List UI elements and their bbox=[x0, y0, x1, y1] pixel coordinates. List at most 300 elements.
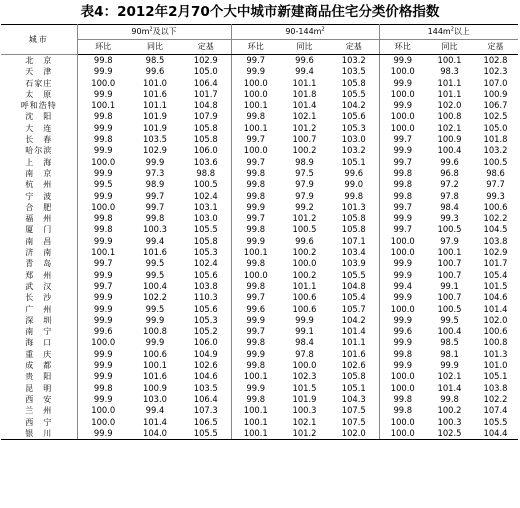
mom-cell: 99.9 bbox=[231, 315, 280, 326]
mom-cell: 99.8 bbox=[77, 213, 129, 224]
mom-cell: 99.7 bbox=[231, 55, 280, 67]
city-cell: 厦 门 bbox=[1, 224, 77, 235]
base-cell: 106.4 bbox=[193, 77, 218, 88]
group-header-large: $144m^2$以上 bbox=[379, 25, 518, 40]
base-cell: 104.8 bbox=[341, 280, 366, 291]
yoy-cell: 101.4 bbox=[437, 382, 462, 393]
yoy-cell: 101.1 bbox=[143, 100, 167, 111]
base-cell: 101.8 bbox=[483, 134, 508, 145]
table-title: 表4：2012年2月70个大中城市新建商品住宅分类价格指数 bbox=[80, 4, 440, 20]
base-cell: 103.6 bbox=[193, 156, 218, 167]
city-cell: 哈尔滨 bbox=[1, 145, 77, 156]
base-cell: 107.5 bbox=[341, 416, 366, 427]
base-cell: 100.5 bbox=[193, 179, 218, 190]
mom-cell: 99.8 bbox=[77, 111, 129, 122]
base-cell: 103.2 bbox=[341, 145, 366, 156]
yoy-cell: 99.7 bbox=[145, 201, 165, 212]
city-cell: 大 连 bbox=[1, 123, 77, 134]
yoy-cell: 99.9 bbox=[440, 360, 459, 371]
yoy-cell: 100.1 bbox=[143, 360, 167, 371]
mom-cell: 100.0 bbox=[379, 89, 426, 100]
base-cell: 105.8 bbox=[341, 224, 366, 235]
mom-cell: 99.6 bbox=[77, 326, 129, 337]
base-cell: 106.7 bbox=[483, 100, 508, 111]
base-cell: 105.8 bbox=[341, 213, 366, 224]
city-cell: 南 昌 bbox=[1, 236, 77, 247]
yoy-cell: 100.8 bbox=[143, 326, 167, 337]
yoy-cell: 98.9 bbox=[145, 179, 165, 190]
yoy-cell: 99.4 bbox=[145, 235, 165, 246]
mom-cell: 99.9 bbox=[379, 270, 426, 281]
mom-cell: 99.9 bbox=[231, 349, 280, 360]
city-cell: 杭 州 bbox=[1, 179, 77, 190]
mom-cell: 100.0 bbox=[379, 428, 426, 440]
base-cell: 103.4 bbox=[341, 247, 366, 258]
mom-cell: 100.0 bbox=[379, 371, 426, 382]
base-cell: 101.5 bbox=[483, 280, 508, 291]
base-cell: 105.6 bbox=[193, 269, 218, 280]
city-cell: 济 南 bbox=[1, 247, 77, 258]
yoy-cell: 102.1 bbox=[437, 371, 462, 382]
mom-cell: 99.9 bbox=[379, 292, 426, 303]
yoy-cell: 99.6 bbox=[295, 55, 314, 65]
yoy-cell: 99.1 bbox=[295, 326, 314, 337]
mom-cell: 99.8 bbox=[231, 360, 280, 371]
mom-cell: 99.9 bbox=[379, 55, 426, 67]
base-cell: 105.4 bbox=[483, 269, 508, 280]
city-cell: 西 宁 bbox=[1, 417, 77, 428]
base-cell: 102.9 bbox=[483, 247, 508, 258]
base-cell: 105.4 bbox=[341, 292, 366, 303]
yoy-cell: 97.2 bbox=[440, 179, 459, 190]
yoy-cell: 100.2 bbox=[292, 269, 317, 280]
yoy-cell: 97.3 bbox=[145, 167, 165, 178]
base-cell: 105.8 bbox=[341, 371, 366, 382]
yoy-cell: 99.4 bbox=[145, 405, 165, 416]
base-cell: 103.9 bbox=[341, 258, 366, 269]
mom-cell: 99.7 bbox=[231, 157, 280, 168]
yoy-cell: 100.9 bbox=[437, 134, 462, 145]
base-cell: 106.0 bbox=[193, 337, 218, 348]
yoy-cell: 101.9 bbox=[143, 122, 167, 133]
mom-cell: 99.8 bbox=[379, 405, 426, 416]
mom-cell: 99.6 bbox=[231, 304, 280, 315]
mom-cell: 100.0 bbox=[379, 66, 426, 77]
base-cell: 107.1 bbox=[341, 235, 366, 246]
yoy-cell: 99.4 bbox=[295, 66, 314, 77]
yoy-cell: 99.6 bbox=[295, 235, 314, 246]
yoy-cell: 102.2 bbox=[143, 292, 167, 303]
mom-cell: 100.0 bbox=[379, 236, 426, 247]
city-cell: 南 京 bbox=[1, 168, 77, 179]
city-cell: 北 京 bbox=[1, 55, 77, 67]
table-row bbox=[1, 213, 518, 224]
city-cell: 宁 波 bbox=[1, 191, 77, 202]
base-cell: 101.1 bbox=[341, 337, 366, 348]
mom-cell: 99.9 bbox=[379, 100, 426, 111]
base-cell: 101.0 bbox=[483, 360, 508, 371]
yoy-cell: 98.9 bbox=[295, 156, 314, 167]
yoy-cell: 103.5 bbox=[143, 134, 167, 145]
mom-cell: 99.9 bbox=[379, 360, 426, 371]
mom-cell: 99.9 bbox=[379, 213, 426, 224]
city-cell: 银 川 bbox=[1, 428, 77, 440]
base-cell: 105.5 bbox=[193, 224, 218, 235]
base-cell: 104.3 bbox=[341, 393, 366, 404]
mom-cell: 100.1 bbox=[231, 371, 280, 382]
base-cell: 100.8 bbox=[483, 337, 508, 348]
yoy-cell: 104.0 bbox=[129, 428, 181, 440]
yoy-cell: 99.8 bbox=[145, 213, 165, 224]
base-cell: 98.6 bbox=[486, 167, 505, 178]
city-cell: 沈 阳 bbox=[1, 111, 77, 122]
yoy-cell: 101.2 bbox=[280, 428, 329, 440]
yoy-cell: 99.9 bbox=[145, 337, 165, 348]
mom-cell: 99.8 bbox=[379, 179, 426, 190]
yoy-cell: 100.5 bbox=[437, 303, 462, 314]
yoy-cell: 102.5 bbox=[426, 428, 473, 440]
base-cell: 102.0 bbox=[329, 428, 379, 440]
mom-cell: 100.0 bbox=[77, 157, 129, 168]
base-cell: 105.8 bbox=[193, 122, 218, 133]
yoy-cell: 98.3 bbox=[440, 66, 459, 77]
yoy-cell: 97.9 bbox=[295, 190, 314, 201]
base-cell: 99.8 bbox=[344, 190, 364, 201]
table-row bbox=[1, 428, 518, 440]
subcol-header-yoy: 同比 bbox=[280, 40, 329, 55]
base-cell: 107.5 bbox=[341, 405, 366, 416]
base-cell: 107.0 bbox=[483, 77, 508, 88]
mom-cell: 99.5 bbox=[77, 179, 129, 190]
city-cell: 长 春 bbox=[1, 134, 77, 145]
base-cell: 102.2 bbox=[483, 213, 508, 224]
mom-cell: 100.0 bbox=[231, 89, 280, 100]
table-row bbox=[1, 123, 518, 134]
base-cell: 102.4 bbox=[193, 190, 218, 201]
yoy-cell: 102.0 bbox=[437, 100, 462, 111]
yoy-cell: 102.1 bbox=[292, 111, 317, 122]
mom-cell: 99.7 bbox=[379, 157, 426, 168]
base-cell: 102.2 bbox=[483, 393, 508, 404]
base-cell: 104.9 bbox=[193, 348, 218, 359]
base-cell: 101.4 bbox=[483, 303, 508, 314]
base-cell: 102.8 bbox=[483, 55, 508, 65]
price-index-table bbox=[1, 24, 518, 440]
base-cell: 105.7 bbox=[341, 303, 366, 314]
yoy-cell: 102.1 bbox=[437, 122, 462, 133]
base-cell: 105.1 bbox=[483, 371, 508, 382]
mom-cell: 99.9 bbox=[77, 428, 129, 440]
table-body bbox=[1, 55, 518, 440]
mom-cell: 99.8 bbox=[231, 168, 280, 179]
base-cell: 105.3 bbox=[193, 314, 218, 325]
city-cell: 郑 州 bbox=[1, 270, 77, 281]
mom-cell: 99.9 bbox=[231, 236, 280, 247]
mom-cell: 99.7 bbox=[231, 213, 280, 224]
table-row bbox=[1, 337, 518, 348]
mom-cell: 100.0 bbox=[231, 270, 280, 281]
city-cell: 重 庆 bbox=[1, 349, 77, 360]
yoy-cell: 99.9 bbox=[295, 314, 314, 325]
base-cell: 105.6 bbox=[193, 303, 218, 314]
base-cell: 106.0 bbox=[193, 145, 218, 156]
yoy-cell: 101.4 bbox=[292, 100, 317, 111]
base-cell: 100.6 bbox=[483, 326, 508, 337]
table-row bbox=[1, 191, 518, 202]
mom-cell: 100.0 bbox=[77, 417, 129, 428]
yoy-cell: 102.9 bbox=[143, 145, 167, 156]
yoy-cell: 99.9 bbox=[145, 314, 165, 325]
mom-cell: 100.0 bbox=[77, 337, 129, 348]
mom-cell: 99.7 bbox=[231, 292, 280, 303]
city-cell: 贵 阳 bbox=[1, 371, 77, 382]
table-row bbox=[1, 157, 518, 168]
table-row bbox=[1, 417, 518, 428]
table-row bbox=[1, 100, 518, 111]
table-row bbox=[1, 292, 518, 303]
base-cell: 100.6 bbox=[483, 201, 508, 212]
base-cell: 107.4 bbox=[483, 405, 508, 416]
table-row bbox=[1, 134, 518, 145]
table-row bbox=[1, 179, 518, 190]
subcol-header-base: 定基 bbox=[473, 40, 518, 55]
yoy-cell: 101.1 bbox=[292, 77, 317, 88]
table-row bbox=[1, 111, 518, 122]
yoy-cell: 97.8 bbox=[440, 190, 459, 201]
yoy-cell: 100.6 bbox=[292, 292, 317, 303]
mom-cell: 100.1 bbox=[231, 100, 280, 111]
yoy-cell: 101.8 bbox=[292, 88, 317, 99]
base-cell: 102.4 bbox=[193, 258, 218, 269]
city-cell: 合 肥 bbox=[1, 202, 77, 213]
base-cell: 107.3 bbox=[193, 405, 218, 416]
base-cell: 98.8 bbox=[196, 167, 216, 178]
yoy-cell: 99.8 bbox=[440, 393, 459, 404]
mom-cell: 99.9 bbox=[231, 383, 280, 394]
mom-cell: 99.9 bbox=[77, 371, 129, 382]
base-cell: 103.0 bbox=[341, 134, 366, 145]
mom-cell: 99.8 bbox=[231, 258, 280, 269]
table-row bbox=[1, 168, 518, 179]
table-row bbox=[1, 405, 518, 416]
mom-cell: 99.9 bbox=[379, 145, 426, 156]
yoy-cell: 101.6 bbox=[143, 371, 167, 382]
table-row bbox=[1, 66, 518, 77]
yoy-cell: 100.5 bbox=[292, 224, 317, 235]
base-cell: 103.8 bbox=[483, 382, 508, 393]
base-cell: 102.3 bbox=[483, 66, 508, 77]
table-row bbox=[1, 360, 518, 371]
table-row bbox=[1, 315, 518, 326]
mom-cell: 99.7 bbox=[379, 224, 426, 235]
mom-cell: 100.0 bbox=[77, 78, 129, 89]
yoy-cell: 100.4 bbox=[143, 280, 167, 291]
mom-cell: 99.7 bbox=[77, 281, 129, 292]
city-cell: 武 汉 bbox=[1, 281, 77, 292]
mom-cell: 99.9 bbox=[77, 123, 129, 134]
mom-cell: 99.7 bbox=[231, 134, 280, 145]
yoy-cell: 100.4 bbox=[437, 326, 462, 337]
yoy-cell: 102.3 bbox=[292, 371, 317, 382]
mom-cell: 99.7 bbox=[77, 258, 129, 269]
base-cell: 104.2 bbox=[341, 314, 366, 325]
yoy-cell: 101.1 bbox=[292, 280, 317, 291]
base-cell: 97.7 bbox=[486, 179, 505, 190]
yoy-cell: 98.4 bbox=[440, 201, 459, 212]
city-cell: 深 圳 bbox=[1, 315, 77, 326]
mom-cell: 99.9 bbox=[77, 304, 129, 315]
mom-cell: 99.9 bbox=[77, 145, 129, 156]
base-cell: 104.4 bbox=[473, 428, 518, 440]
mom-cell: 99.9 bbox=[77, 236, 129, 247]
base-cell: 105.3 bbox=[193, 247, 218, 258]
mom-cell: 100.1 bbox=[231, 417, 280, 428]
mom-cell: 99.9 bbox=[77, 360, 129, 371]
mom-cell: 99.8 bbox=[231, 337, 280, 348]
base-cell: 105.3 bbox=[341, 122, 366, 133]
base-cell: 101.3 bbox=[483, 348, 508, 359]
base-cell: 105.5 bbox=[341, 269, 366, 280]
base-cell: 101.3 bbox=[341, 201, 366, 212]
mom-cell: 99.8 bbox=[379, 168, 426, 179]
table-row bbox=[1, 202, 518, 213]
subcol-header-mom: 环比 bbox=[379, 40, 426, 55]
mom-cell: 99.8 bbox=[231, 179, 280, 190]
city-cell: 海 口 bbox=[1, 337, 77, 348]
yoy-cell: 99.6 bbox=[145, 66, 165, 77]
yoy-cell: 99.3 bbox=[440, 213, 459, 224]
city-cell: 广 州 bbox=[1, 304, 77, 315]
yoy-cell: 99.7 bbox=[145, 190, 165, 201]
mom-cell: 99.8 bbox=[77, 224, 129, 235]
city-cell: 长 沙 bbox=[1, 292, 77, 303]
yoy-cell: 100.7 bbox=[437, 258, 462, 269]
table-row bbox=[1, 270, 518, 281]
mom-cell: 99.9 bbox=[231, 202, 280, 213]
base-cell: 103.8 bbox=[483, 235, 508, 246]
mom-cell: 99.9 bbox=[77, 66, 129, 77]
yoy-cell: 97.8 bbox=[295, 348, 314, 359]
base-cell: 99.6 bbox=[344, 167, 364, 178]
yoy-cell: 99.5 bbox=[145, 303, 165, 314]
table-row bbox=[1, 247, 518, 258]
yoy-cell: 99.5 bbox=[145, 269, 165, 280]
yoy-cell: 96.8 bbox=[440, 167, 459, 178]
mom-cell: 99.7 bbox=[379, 134, 426, 145]
yoy-cell: 103.0 bbox=[143, 393, 167, 404]
mom-cell: 99.8 bbox=[77, 383, 129, 394]
yoy-cell: 97.9 bbox=[295, 179, 314, 190]
mom-cell: 99.8 bbox=[379, 191, 426, 202]
base-cell: 99.3 bbox=[486, 190, 505, 201]
table-row bbox=[1, 326, 518, 337]
mom-cell: 99.9 bbox=[379, 337, 426, 348]
subcol-header-mom: 环比 bbox=[231, 40, 280, 55]
mom-cell: 100.0 bbox=[77, 405, 129, 416]
city-cell: 福 州 bbox=[1, 213, 77, 224]
base-cell: 105.5 bbox=[341, 88, 366, 99]
base-cell: 101.4 bbox=[341, 326, 366, 337]
yoy-cell: 99.6 bbox=[440, 156, 459, 167]
yoy-cell: 100.9 bbox=[143, 382, 167, 393]
base-cell: 101.7 bbox=[193, 88, 218, 99]
mom-cell: 99.8 bbox=[231, 281, 280, 292]
city-cell: 天 津 bbox=[1, 66, 77, 77]
mom-cell: 99.4 bbox=[379, 281, 426, 292]
yoy-cell: 99.9 bbox=[145, 156, 165, 167]
table-row bbox=[1, 394, 518, 405]
mom-cell: 99.9 bbox=[379, 258, 426, 269]
base-cell: 104.8 bbox=[193, 100, 218, 111]
mom-cell: 100.0 bbox=[379, 123, 426, 134]
mom-cell: 100.1 bbox=[231, 247, 280, 258]
base-cell: 102.6 bbox=[341, 360, 366, 371]
yoy-cell: 102.1 bbox=[292, 416, 317, 427]
yoy-cell: 100.0 bbox=[292, 360, 317, 371]
yoy-cell: 100.1 bbox=[437, 247, 462, 258]
yoy-cell: 100.2 bbox=[292, 145, 317, 156]
mom-cell: 100.0 bbox=[379, 247, 426, 258]
yoy-cell: 101.9 bbox=[292, 393, 317, 404]
table-row bbox=[1, 258, 518, 269]
yoy-cell: 100.3 bbox=[437, 416, 462, 427]
city-cell: 成 都 bbox=[1, 360, 77, 371]
mom-cell: 99.8 bbox=[77, 134, 129, 145]
city-cell: 南 宁 bbox=[1, 326, 77, 337]
yoy-cell: 99.1 bbox=[440, 280, 459, 291]
city-cell: 太 原 bbox=[1, 89, 77, 100]
yoy-cell: 100.7 bbox=[292, 134, 317, 145]
mom-cell: 99.9 bbox=[77, 292, 129, 303]
base-cell: 105.6 bbox=[341, 111, 366, 122]
mom-cell: 99.9 bbox=[77, 349, 129, 360]
mom-cell: 100.0 bbox=[379, 417, 426, 428]
yoy-cell: 101.1 bbox=[437, 88, 462, 99]
city-cell: 上 海 bbox=[1, 157, 77, 168]
base-cell: 102.5 bbox=[483, 111, 508, 122]
mom-cell: 99.8 bbox=[231, 224, 280, 235]
city-cell: 昆 明 bbox=[1, 383, 77, 394]
table-row bbox=[1, 281, 518, 292]
base-cell: 105.8 bbox=[193, 134, 218, 145]
base-cell: 105.8 bbox=[341, 77, 366, 88]
yoy-cell: 100.1 bbox=[437, 55, 462, 65]
table-row bbox=[1, 371, 518, 382]
table-row bbox=[1, 304, 518, 315]
yoy-cell: 101.2 bbox=[292, 122, 317, 133]
yoy-cell: 100.2 bbox=[437, 405, 462, 416]
city-column-header: 城市 bbox=[1, 25, 77, 55]
yoy-cell: 101.6 bbox=[143, 247, 167, 258]
mom-cell: 100.0 bbox=[379, 304, 426, 315]
base-cell: 107.9 bbox=[193, 111, 218, 122]
yoy-cell: 100.6 bbox=[292, 303, 317, 314]
yoy-cell: 100.3 bbox=[143, 224, 167, 235]
yoy-cell: 99.5 bbox=[440, 314, 459, 325]
mom-cell: 100.0 bbox=[77, 202, 129, 213]
table-row bbox=[1, 236, 518, 247]
mom-cell: 99.9 bbox=[231, 66, 280, 77]
yoy-cell: 99.2 bbox=[295, 201, 314, 212]
mom-cell: 99.9 bbox=[77, 270, 129, 281]
mom-cell: 100.0 bbox=[379, 383, 426, 394]
yoy-cell: 100.5 bbox=[437, 224, 462, 235]
mom-cell: 99.9 bbox=[77, 394, 129, 405]
mom-cell: 99.9 bbox=[77, 191, 129, 202]
mom-cell: 100.0 bbox=[379, 111, 426, 122]
mom-cell: 99.8 bbox=[231, 191, 280, 202]
yoy-cell: 101.4 bbox=[143, 416, 167, 427]
